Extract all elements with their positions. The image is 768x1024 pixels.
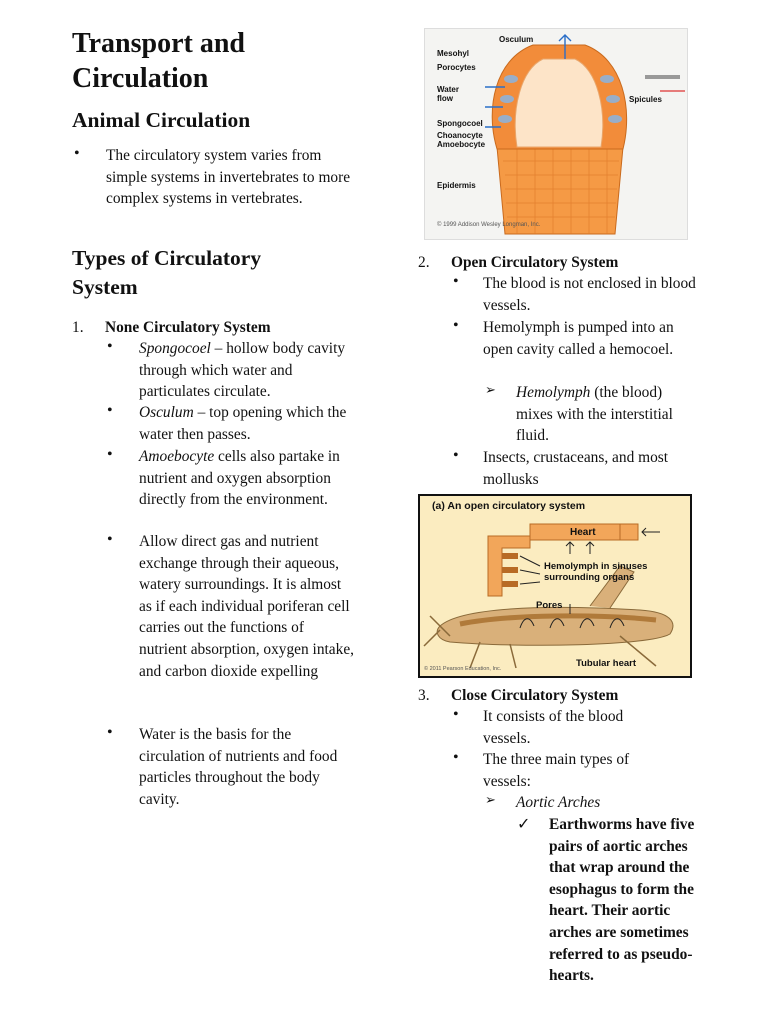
list-item — [105, 402, 365, 445]
water-basis-text: Water is the basis for the circulation of nutrients and food particles throughout the body cavity. — [139, 726, 338, 808]
bullet-icon: • — [107, 402, 113, 419]
label-osculum: Osculum — [499, 35, 534, 44]
heading-types: Types of Circulatory System — [72, 246, 262, 299]
open-b3-text: Insects, crustaceans, and most mollusks — [483, 449, 669, 488]
list-number: 1. — [72, 319, 84, 336]
none-system-title: None Circulatory System — [105, 319, 271, 336]
list-item — [105, 724, 365, 810]
bullet-icon: • — [107, 338, 113, 355]
term-spongocoel: Spongocoel — [139, 340, 211, 357]
label-epidermis: Epidermis — [437, 181, 476, 190]
label-heart: Heart — [570, 527, 596, 538]
aortic-arches-text: Earthworms have five pairs of aortic arches that wrap around the esophagus to form the heart. Their aortic arches are sometimes referred to as pseudo-hearts. — [549, 816, 695, 985]
animal-bullet-text: The circulatory system varies from simple systems in invertebrates to more complex systems in vertebrates. — [106, 147, 351, 208]
osculum-text: – top opening which the water then passes. — [139, 404, 347, 443]
bullet-icon: • — [74, 145, 80, 162]
open-circulatory-diagram — [418, 494, 692, 678]
page-title: Transport and Circulation — [72, 28, 245, 94]
open-system-title: Open Circulatory System — [451, 254, 619, 271]
gas-exchange-text: Allow direct gas and nutrient exchange through their aqueous, watery surroundings. It is almost as if each individual poriferan cell carries out the functions of nutrient absorption, oxygen intake, and carbon dioxide expelling — [139, 533, 354, 680]
label-porocytes: Porocytes — [437, 63, 476, 72]
spongocoel-text: – hollow body cavity through which water and particulates circulate. — [139, 340, 346, 401]
list-item — [451, 706, 711, 749]
figure-caption: (a) An open circulatory system — [432, 500, 586, 512]
label-spicules: Spicules — [629, 95, 662, 104]
label-pores: Pores — [536, 600, 563, 611]
checkmark-icon: ✓ — [517, 816, 531, 833]
heading-animal-circulation: Animal Circulation — [72, 108, 251, 132]
list-item — [105, 338, 365, 403]
open-b1-text: The blood is not enclosed in blood vessels. — [483, 275, 696, 314]
list-item — [72, 145, 362, 210]
closed-b2-text: The three main types of vessels: — [483, 751, 630, 790]
open-b2-text: Hemolymph is pumped into an open cavity called a hemocoel. — [483, 319, 674, 358]
list-item — [451, 273, 711, 316]
list-number: 3. — [418, 687, 430, 704]
label-choanocyte: Choanocyte — [437, 131, 483, 140]
bullet-icon: • — [453, 749, 459, 766]
list-item — [451, 447, 711, 490]
term-osculum: Osculum — [139, 404, 194, 421]
label-amoebocyte: Amoebocyte — [437, 140, 486, 149]
list-item — [105, 531, 365, 682]
term-aortic-arches: Aortic Arches — [516, 794, 601, 811]
bullet-icon: • — [107, 531, 113, 548]
list-number: 2. — [418, 254, 430, 271]
bullet-icon: • — [453, 317, 459, 334]
list-item — [515, 814, 715, 987]
term-hemolymph: Hemolymph — [516, 384, 591, 401]
label-hemolymph-sinuses: Hemolymph in sinuses surrounding organs — [544, 561, 648, 583]
list-item — [451, 317, 711, 360]
list-item — [483, 382, 713, 447]
bullet-icon: • — [453, 706, 459, 723]
label-water-flow: Water flow — [437, 85, 459, 103]
sponge-diagram — [424, 28, 688, 240]
term-amoebocyte: Amoebocyte — [139, 448, 215, 465]
amoebocyte-text: cells also partake in nutrient and oxygen absorption directly from the environment. — [139, 448, 340, 509]
arrow-bullet-icon: ➢ — [485, 382, 496, 397]
label-mesohyl: Mesohyl — [437, 49, 470, 58]
bullet-icon: • — [107, 724, 113, 741]
list-item — [483, 792, 713, 814]
bullet-icon: • — [453, 447, 459, 464]
bullet-icon: • — [107, 446, 113, 463]
open-figure-copyright: © 2011 Pearson Education, Inc. — [424, 666, 502, 672]
list-item — [105, 446, 365, 511]
arrow-bullet-icon: ➢ — [485, 792, 496, 807]
hemolymph-text: (the blood) mixes with the interstitial fluid. — [516, 384, 673, 445]
closed-system-title: Close Circulatory System — [451, 687, 619, 704]
sponge-copyright: © 1999 Addison Wesley Longman, Inc. — [437, 222, 541, 228]
list-item — [451, 749, 711, 792]
bullet-icon: • — [453, 273, 459, 290]
label-tubular-heart: Tubular heart — [576, 658, 636, 669]
closed-b1-text: It consists of the blood vessels. — [483, 708, 624, 747]
label-spongocoel: Spongocoel — [437, 119, 483, 128]
